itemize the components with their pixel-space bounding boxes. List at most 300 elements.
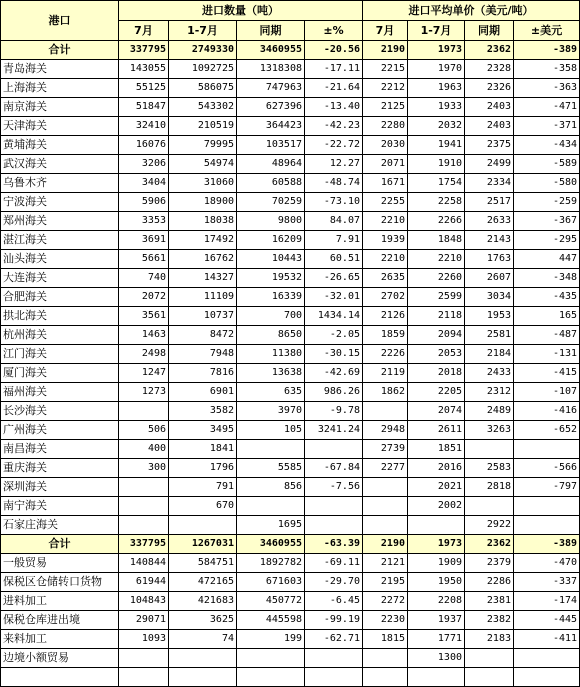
port-row [1,383,580,402]
qty-prior-year-cell: 1695 [237,516,305,535]
price-prior-year-cell: 3263 [465,421,514,440]
qty-jan-jul-cell: 18038 [169,212,237,231]
price-change-usd-cell: -434 [514,136,580,155]
price-prior-year-cell: 2183 [465,630,514,649]
price-july-cell [363,516,408,535]
qty-change-pct-cell: -69.11 [305,554,363,573]
price-july-cell [363,497,408,516]
port-total-row [1,41,580,60]
qty-july-cell: 3561 [119,307,169,326]
qty-july-cell: 2498 [119,345,169,364]
price-change-usd-cell: -358 [514,60,580,79]
qty-july-cell: 2072 [119,288,169,307]
port-row [1,231,580,250]
price-change-usd-cell: -348 [514,269,580,288]
qty-july-cell: 3691 [119,231,169,250]
price-jan-jul-cell: 2018 [408,364,465,383]
qty-prior-year-cell: 11380 [237,345,305,364]
port-row [1,60,580,79]
qty-jan-jul-cell: 210519 [169,117,237,136]
qty-change-pct-cell: -13.40 [305,98,363,117]
price-prior-year-cell: 3034 [465,288,514,307]
qty-july-cell [119,497,169,516]
qty-july-cell [119,516,169,535]
qty-prior-year-cell [237,440,305,459]
qty-july-cell: 5661 [119,250,169,269]
qty-july-cell: 5906 [119,193,169,212]
price-prior-year-cell: 2489 [465,402,514,421]
price-prior-year-cell: 2362 [465,535,514,554]
qty-change-pct-cell: 7.91 [305,231,363,250]
qty-jan-jul-cell: 1796 [169,459,237,478]
qty-july-cell: 506 [119,421,169,440]
price-change-usd-cell: -389 [514,41,580,60]
row-label-cell: 广州海关 [1,421,119,440]
qty-jan-jul-cell: 54974 [169,155,237,174]
price-change-usd-cell [514,516,580,535]
price-jan-jul-cell: 2599 [408,288,465,307]
price-change-usd-cell: -470 [514,554,580,573]
price-prior-year-cell: 2328 [465,60,514,79]
port-row [1,136,580,155]
price-prior-year-cell: 2403 [465,117,514,136]
trade-total-row [1,535,580,554]
row-label-cell: 进料加工 [1,592,119,611]
port-row [1,364,580,383]
price-prior-year-cell [465,440,514,459]
trade-mode-row [1,573,580,592]
trade-mode-row [1,592,580,611]
port-row [1,174,580,193]
qty-jan-jul-cell: 421683 [169,592,237,611]
qty-july-cell: 1093 [119,630,169,649]
qty-prior-year-cell: 8650 [237,326,305,345]
qty-change-pct-cell: -63.39 [305,535,363,554]
qty-jan-jul-cell: 14327 [169,269,237,288]
price-jan-jul-cell: 2260 [408,269,465,288]
price-jan-jul-cell: 1973 [408,535,465,554]
qty-change-pct-cell: -67.84 [305,459,363,478]
price-july-cell: 2272 [363,592,408,611]
qty-prior-year-cell: 700 [237,307,305,326]
port-row [1,250,580,269]
price-change-usd-cell: -487 [514,326,580,345]
row-label-cell: 长沙海关 [1,402,119,421]
row-label-cell: 湛江海关 [1,231,119,250]
price-prior-year-header: 同期 [465,21,514,41]
qty-july-header: 7月 [119,21,169,41]
price-prior-year-cell: 2818 [465,478,514,497]
qty-prior-year-cell: 671603 [237,573,305,592]
qty-change-pct-cell: 84.07 [305,212,363,231]
price-prior-year-cell: 2286 [465,573,514,592]
qty-july-cell [119,478,169,497]
empty-cell [408,668,465,687]
row-label-cell: 南昌海关 [1,440,119,459]
price-jan-jul-cell: 1848 [408,231,465,250]
price-prior-year-cell: 2433 [465,364,514,383]
qty-jan-jul-cell: 3625 [169,611,237,630]
price-prior-year-cell: 2375 [465,136,514,155]
price-prior-year-cell: 2362 [465,41,514,60]
price-change-usd-cell: 165 [514,307,580,326]
qty-jan-jul-cell: 11109 [169,288,237,307]
row-label-cell: 南宁海关 [1,497,119,516]
empty-cell [1,668,119,687]
price-july-cell: 2280 [363,117,408,136]
header-row-group [1,1,580,21]
qty-prior-year-cell: 3460955 [237,535,305,554]
qty-prior-year-cell: 445598 [237,611,305,630]
empty-cell [237,668,305,687]
row-label-cell: 黄埔海关 [1,136,119,155]
price-change-usd-cell: -367 [514,212,580,231]
qty-prior-year-cell: 747963 [237,79,305,98]
price-change-usd-cell: -337 [514,573,580,592]
qty-prior-year-cell: 3970 [237,402,305,421]
qty-change-pct-cell: -48.74 [305,174,363,193]
price-july-cell: 2230 [363,611,408,630]
qty-prior-year-cell: 856 [237,478,305,497]
price-jan-jul-cell: 1963 [408,79,465,98]
trade-mode-row [1,611,580,630]
qty-jan-jul-cell: 7948 [169,345,237,364]
price-prior-year-cell: 2499 [465,155,514,174]
row-label-cell: 福州海关 [1,383,119,402]
qty-jan-jul-cell: 3495 [169,421,237,440]
empty-cell [465,668,514,687]
empty-cell [305,668,363,687]
price-july-cell: 2190 [363,535,408,554]
price-change-usd-cell: -259 [514,193,580,212]
qty-jan-jul-cell: 791 [169,478,237,497]
price-prior-year-cell: 1953 [465,307,514,326]
price-jan-jul-cell: 1300 [408,649,465,668]
qty-change-pct-cell: -9.78 [305,402,363,421]
qty-change-pct-cell: 60.51 [305,250,363,269]
empty-cell [119,668,169,687]
qty-july-cell: 3353 [119,212,169,231]
qty-july-cell: 400 [119,440,169,459]
price-july-cell: 2210 [363,212,408,231]
qty-jan-jul-cell: 1841 [169,440,237,459]
price-july-cell: 2195 [363,573,408,592]
qty-change-pct-cell: -26.65 [305,269,363,288]
price-july-cell: 2255 [363,193,408,212]
import-price-group-header: 进口平均单价（美元/吨） [363,1,580,21]
price-prior-year-cell: 2326 [465,79,514,98]
price-july-cell: 2210 [363,250,408,269]
price-july-cell: 1862 [363,383,408,402]
price-change-usd-cell: -416 [514,402,580,421]
qty-change-pct-cell: -62.71 [305,630,363,649]
qty-change-pct-cell: 1434.14 [305,307,363,326]
price-change-usd-cell: -174 [514,592,580,611]
qty-jan-jul-cell: 79995 [169,136,237,155]
price-change-usd-cell: -107 [514,383,580,402]
row-label-cell: 深圳海关 [1,478,119,497]
row-label-cell: 南京海关 [1,98,119,117]
empty-row [1,668,580,687]
price-prior-year-cell: 2184 [465,345,514,364]
price-july-cell: 2702 [363,288,408,307]
price-jan-jul-cell: 2016 [408,459,465,478]
qty-change-pct-cell: -32.01 [305,288,363,307]
price-july-cell: 2212 [363,79,408,98]
price-july-cell: 2215 [363,60,408,79]
qty-change-pct-cell: 986.26 [305,383,363,402]
port-row [1,516,580,535]
price-change-usd-cell: -580 [514,174,580,193]
price-july-cell: 2635 [363,269,408,288]
price-prior-year-cell: 2607 [465,269,514,288]
qty-change-pct-cell: -20.56 [305,41,363,60]
qty-change-pct-cell: -21.64 [305,79,363,98]
qty-jan-jul-cell: 670 [169,497,237,516]
price-change-usd-header: ±美元 [514,21,580,41]
qty-jan-jul-cell: 2749330 [169,41,237,60]
price-july-cell: 1939 [363,231,408,250]
price-prior-year-cell [465,649,514,668]
price-july-cell: 2121 [363,554,408,573]
price-july-cell: 2125 [363,98,408,117]
price-jan-jul-cell: 1851 [408,440,465,459]
price-jan-jul-cell: 1950 [408,573,465,592]
qty-change-pct-cell [305,440,363,459]
trade-mode-row [1,649,580,668]
price-jan-jul-cell: 1970 [408,60,465,79]
price-change-usd-cell: -415 [514,364,580,383]
price-july-header: 7月 [363,21,408,41]
qty-jan-jul-cell: 16762 [169,250,237,269]
price-july-cell: 2739 [363,440,408,459]
price-jan-jul-cell: 2021 [408,478,465,497]
price-july-cell: 2277 [363,459,408,478]
qty-prior-year-cell: 364423 [237,117,305,136]
row-label-cell: 青岛海关 [1,60,119,79]
price-change-usd-cell: -589 [514,155,580,174]
qty-change-pct-cell: 3241.24 [305,421,363,440]
qty-july-cell: 1247 [119,364,169,383]
qty-change-pct-cell: -42.23 [305,117,363,136]
price-change-usd-cell: -131 [514,345,580,364]
qty-july-cell: 32410 [119,117,169,136]
qty-july-cell: 740 [119,269,169,288]
price-jan-jul-cell: 2208 [408,592,465,611]
qty-jan-jul-cell: 584751 [169,554,237,573]
qty-july-cell: 55125 [119,79,169,98]
qty-july-cell: 1273 [119,383,169,402]
qty-jan-jul-cell: 7816 [169,364,237,383]
row-label-cell: 江门海关 [1,345,119,364]
port-row [1,421,580,440]
port-row [1,459,580,478]
price-jan-jul-cell: 1933 [408,98,465,117]
row-label-cell: 保税仓库进出境 [1,611,119,630]
price-prior-year-cell: 2382 [465,611,514,630]
qty-prior-year-cell: 105 [237,421,305,440]
price-prior-year-cell: 2403 [465,98,514,117]
qty-change-pct-cell [305,649,363,668]
row-label-cell: 一般贸易 [1,554,119,573]
price-jan-jul-cell: 2611 [408,421,465,440]
port-row [1,79,580,98]
price-jan-jul-cell [408,516,465,535]
qty-jan-jul-cell: 6901 [169,383,237,402]
qty-jan-jul-cell: 18900 [169,193,237,212]
price-jan-jul-cell: 2094 [408,326,465,345]
qty-prior-year-cell [237,649,305,668]
qty-change-pct-cell: -6.45 [305,592,363,611]
price-july-cell: 1671 [363,174,408,193]
price-prior-year-cell: 2583 [465,459,514,478]
qty-prior-year-cell: 70259 [237,193,305,212]
price-jan-jul-cell: 2266 [408,212,465,231]
price-jan-jul-cell: 2074 [408,402,465,421]
qty-prior-year-header: 同期 [237,21,305,41]
row-label-cell: 厦门海关 [1,364,119,383]
qty-change-pct-cell [305,497,363,516]
qty-prior-year-cell: 60588 [237,174,305,193]
price-july-cell: 2126 [363,307,408,326]
row-label-cell: 边境小额贸易 [1,649,119,668]
qty-change-pct-cell: -2.05 [305,326,363,345]
price-jan-jul-cell: 1910 [408,155,465,174]
qty-july-cell: 337795 [119,535,169,554]
port-column-header: 港口 [1,1,119,41]
port-row [1,478,580,497]
price-prior-year-cell: 1763 [465,250,514,269]
qty-change-pct-cell: -42.69 [305,364,363,383]
qty-july-cell: 143055 [119,60,169,79]
qty-july-cell: 29071 [119,611,169,630]
qty-jan-jul-cell: 1092725 [169,60,237,79]
qty-prior-year-cell: 103517 [237,136,305,155]
qty-jan-jul-cell: 472165 [169,573,237,592]
price-jan-jul-cell: 1937 [408,611,465,630]
empty-cell [363,668,408,687]
qty-change-pct-cell [305,516,363,535]
price-july-cell: 1859 [363,326,408,345]
port-row [1,155,580,174]
price-july-cell [363,402,408,421]
price-prior-year-cell [465,497,514,516]
price-jan-jul-cell: 2118 [408,307,465,326]
qty-change-pct-cell: -22.72 [305,136,363,155]
price-prior-year-cell: 2334 [465,174,514,193]
price-change-usd-cell: 447 [514,250,580,269]
qty-prior-year-cell: 19532 [237,269,305,288]
qty-jan-jul-cell: 8472 [169,326,237,345]
qty-change-pct-cell: 12.27 [305,155,363,174]
price-july-cell [363,649,408,668]
qty-july-cell: 300 [119,459,169,478]
price-july-cell [363,478,408,497]
qty-prior-year-cell: 635 [237,383,305,402]
qty-july-cell: 337795 [119,41,169,60]
qty-prior-year-cell: 48964 [237,155,305,174]
price-change-usd-cell [514,497,580,516]
qty-jan-jul-cell: 17492 [169,231,237,250]
port-row [1,326,580,345]
price-july-cell: 2226 [363,345,408,364]
qty-july-cell [119,402,169,421]
qty-july-cell: 61944 [119,573,169,592]
qty-jan-jul-cell: 543302 [169,98,237,117]
price-jan-jul-cell: 2205 [408,383,465,402]
price-prior-year-cell: 2633 [465,212,514,231]
qty-july-cell [119,649,169,668]
price-prior-year-cell: 2581 [465,326,514,345]
qty-prior-year-cell: 5585 [237,459,305,478]
price-change-usd-cell: -471 [514,98,580,117]
row-label-cell: 石家庄海关 [1,516,119,535]
row-label-cell: 保税区仓储转口货物 [1,573,119,592]
qty-jan-jul-header: 1-7月 [169,21,237,41]
price-july-cell: 2190 [363,41,408,60]
row-label-cell: 汕头海关 [1,250,119,269]
qty-july-cell: 140844 [119,554,169,573]
price-prior-year-cell: 2143 [465,231,514,250]
price-change-usd-cell: -435 [514,288,580,307]
row-label-cell: 来料加工 [1,630,119,649]
qty-jan-jul-cell: 10737 [169,307,237,326]
port-row [1,497,580,516]
port-row [1,98,580,117]
row-label-cell: 大连海关 [1,269,119,288]
qty-jan-jul-cell: 1267031 [169,535,237,554]
price-jan-jul-cell: 1771 [408,630,465,649]
qty-jan-jul-cell: 3582 [169,402,237,421]
price-change-usd-cell: -389 [514,535,580,554]
price-july-cell: 2071 [363,155,408,174]
price-jan-jul-cell: 1973 [408,41,465,60]
qty-change-pct-cell: -29.70 [305,573,363,592]
row-label-cell: 乌鲁木齐 [1,174,119,193]
qty-prior-year-cell: 16339 [237,288,305,307]
qty-jan-jul-cell: 74 [169,630,237,649]
price-change-usd-cell [514,649,580,668]
qty-prior-year-cell: 3460955 [237,41,305,60]
empty-cell [514,668,580,687]
row-label-cell: 天津海关 [1,117,119,136]
port-row [1,212,580,231]
import-quantity-group-header: 进口数量（吨） [119,1,363,21]
price-change-usd-cell: -371 [514,117,580,136]
price-jan-jul-cell: 1941 [408,136,465,155]
price-prior-year-cell: 2381 [465,592,514,611]
qty-change-pct-cell: -30.15 [305,345,363,364]
price-change-usd-cell: -295 [514,231,580,250]
qty-jan-jul-cell [169,649,237,668]
price-jan-jul-cell: 2032 [408,117,465,136]
price-change-usd-cell: -652 [514,421,580,440]
qty-jan-jul-cell: 31060 [169,174,237,193]
port-row [1,117,580,136]
port-row [1,402,580,421]
price-change-usd-cell: -363 [514,79,580,98]
price-jan-jul-cell: 2053 [408,345,465,364]
qty-change-pct-header: ±% [305,21,363,41]
port-row [1,307,580,326]
price-prior-year-cell: 2379 [465,554,514,573]
port-row [1,269,580,288]
qty-july-cell: 51847 [119,98,169,117]
qty-prior-year-cell: 199 [237,630,305,649]
qty-prior-year-cell: 9800 [237,212,305,231]
port-row [1,440,580,459]
qty-prior-year-cell: 450772 [237,592,305,611]
